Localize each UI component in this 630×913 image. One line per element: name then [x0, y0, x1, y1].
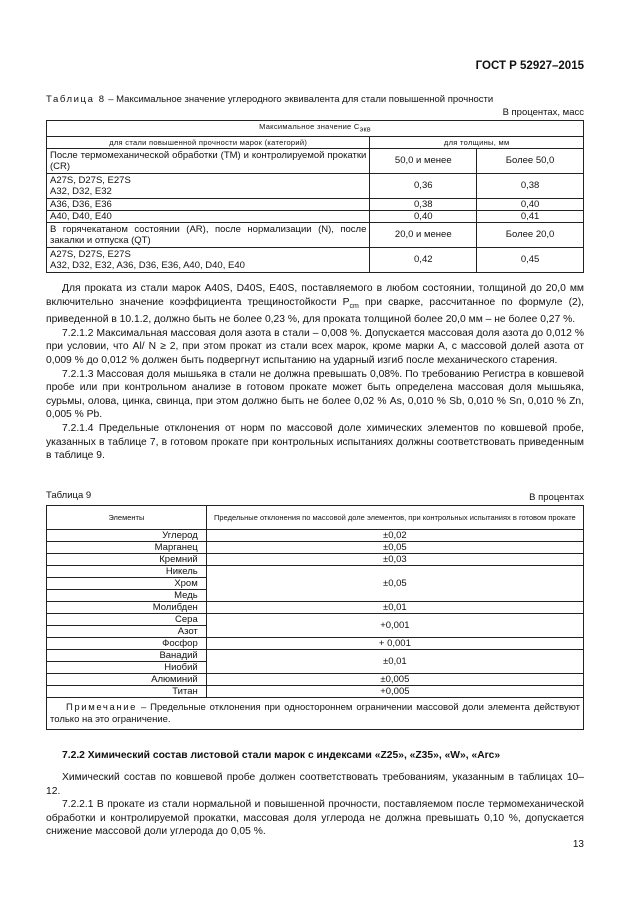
element-deviation: ±0,02: [206, 530, 583, 542]
table8-caption-label: Таблица 8: [46, 94, 106, 105]
element-deviation: ±0,01: [206, 650, 583, 674]
table9-note-text: – Предельные отклонения при одностороннем ограничении массовой доли элемента действуют только на это ограничение.: [50, 702, 580, 725]
table-row: [47, 173, 584, 198]
page-number: 13: [572, 839, 584, 850]
table8: [46, 120, 584, 273]
element-deviation: +0,001: [206, 614, 583, 638]
element-name: Алюминий: [47, 674, 207, 686]
table8-value-a: 50,0 и менее: [370, 148, 477, 173]
table8-grade: A36, D36, E36: [47, 198, 370, 210]
element-name: Никель: [47, 566, 207, 578]
table8-value-a: 20,0 и менее: [370, 222, 477, 247]
table-row: [47, 602, 584, 614]
table8-value-a: 0,42: [370, 247, 477, 272]
element-name: Азот: [47, 626, 207, 638]
document-header: ГОСТ Р 52927–2015: [475, 60, 584, 72]
paragraph-7-2-2: Химический состав по ковшевой пробе должен соответствовать требованиям, указанным в таблицах 10– 12.: [46, 772, 584, 797]
table8-unit: В процентах, масс: [502, 107, 584, 118]
table9-unit: В процентах: [529, 492, 584, 503]
table8-grade: A40, D40, E40: [47, 210, 370, 222]
table8-value-b: Более 20,0: [477, 222, 584, 247]
table-row: [47, 247, 584, 272]
table-row: [47, 148, 584, 173]
paragraph-7-2-2-1: 7.2.2.1 В прокате из стали нормальной и повышенной прочности, поставляемом после термомеханической обработки и контролируемой прокатки, массовая доля углерода не должна превышать 0,10 %, допускается снижение массовой доли углерода до 0,05 %.: [46, 799, 584, 838]
table-row: [47, 222, 584, 247]
table-row: [47, 530, 584, 542]
table9-head-right: Предельные отклонения по массовой доле элементов, при контрольных испытаниях в готовом прокате: [206, 506, 583, 530]
table8-grade: После термомеханической обработки (ТМ) и контролируемой прокатки (CR): [47, 148, 370, 173]
table-row: [47, 554, 584, 566]
table8-value-a: 0,38: [370, 198, 477, 210]
table8-value-a: 0,40: [370, 210, 477, 222]
table-row: [47, 674, 584, 686]
table9-note: [47, 698, 584, 730]
table9-caption: Таблица 9: [46, 490, 92, 501]
section-7-2-2-text: [46, 771, 584, 839]
table-row: [47, 686, 584, 698]
paragraph-pcm: Для проката из стали марок A40S, D40S, E40S, поставляемого в любом состоянии, толщиной до 20,0 мм включительно значение коэффициента трещиностойкости $P_{cm}$ при сварке, рассчитанное по формуле (2), приведенной в 10.1.2, должно быть не более 0,23 %, для проката толщиной более 20,0 мм – не более 0,27 %.: [46, 283, 585, 326]
table8-value-b: 0,41: [477, 210, 584, 222]
table-row: [47, 638, 584, 650]
element-name: Сера: [47, 614, 207, 626]
paragraph-7-2-1-4: 7.2.1.4 Предельные отклонения от норм по массовой доле химических элементов по ковшевой пробе, указанных в таблице 7, в готовом прокате при контрольных испытаниях должны соответствовать приведенным в таблице 9.: [46, 422, 584, 462]
table8-caption: [46, 94, 493, 105]
table8-grade: A27S, D27S, E27S A32, D32, E32, A36, D36, E36, A40, D40, E40: [47, 247, 370, 272]
table8-value-b: Более 50,0: [477, 148, 584, 173]
table8-value-b: 0,45: [477, 247, 584, 272]
element-deviation: ±0,05: [206, 566, 583, 602]
table8-head-right: для толщины, мм: [370, 136, 584, 148]
element-name: Кремний: [47, 554, 207, 566]
element-name: Ванадий: [47, 650, 207, 662]
table9-note-label: Примечание: [66, 702, 137, 713]
table8-value-b: 0,40: [477, 198, 584, 210]
section-7-2-2-title: 7.2.2 Химический состав листовой стали марок с индексами «Z25», «Z35», «W», «Arc»: [62, 750, 501, 761]
section-7-2-1-text: [46, 282, 584, 463]
table8-value-b: 0,38: [477, 173, 584, 198]
element-deviation: ±0,005: [206, 674, 583, 686]
paragraph-7-2-1-3: 7.2.1.3 Массовая доля мышьяка в стали не должна превышать 0,08%. По требованию Регистра в ковшевой пробе или при контрольном анализе в готовом прокате может быть определена массовая доля мышьяка, сурьмы, олова, цинка, свинца, при этом должно быть не более 0,02 % As, 0,010 % Sb, 0,010 % Sn, 0,010 % Zn, 0,005 % Pb.: [46, 368, 584, 421]
element-name: Ниобий: [47, 662, 207, 674]
table-row: [47, 210, 584, 222]
element-name: Фосфор: [47, 638, 207, 650]
table8-head-left: для стали повышенной прочности марок (категорий): [47, 136, 370, 148]
element-name: Марганец: [47, 542, 207, 554]
table8-grade: A27S, D27S, E27S A32, D32, E32: [47, 173, 370, 198]
element-deviation: ±0,03: [206, 554, 583, 566]
table8-caption-text: – Максимальное значение углеродного эквивалента для стали повышенной прочности: [105, 94, 494, 105]
element-name: Медь: [47, 590, 207, 602]
element-name: Титан: [47, 686, 207, 698]
element-deviation: +0,005: [206, 686, 583, 698]
table9-head-left: Элементы: [47, 506, 207, 530]
table8-grade: В горячекатаном состоянии (AR), после нормализации (N), после закалки и отпуска (QT): [47, 222, 370, 247]
table-row: [47, 650, 584, 662]
element-name: Углерод: [47, 530, 207, 542]
table9-note-row: [47, 698, 584, 730]
element-name: Молибден: [47, 602, 207, 614]
table-row: [47, 198, 584, 210]
table-row: [47, 542, 584, 554]
table8-head-main: Максимальное значение $C_{экв}$: [47, 121, 584, 137]
element-name: Хром: [47, 578, 207, 590]
table-row: [47, 614, 584, 626]
table9: [46, 505, 584, 730]
element-deviation: ±0,05: [206, 542, 583, 554]
table8-value-a: 0,36: [370, 173, 477, 198]
element-deviation: ±0,01: [206, 602, 583, 614]
element-deviation: + 0,001: [206, 638, 583, 650]
table-row: [47, 566, 584, 578]
paragraph-7-2-1-2: 7.2.1.2 Максимальная массовая доля азота в стали – 0,008 %. Допускается массовая доля азота до 0,012 % при условии, что Al/ N ≥ 2, при этом прокат из стали всех марок, кроме марки A, с массовой долей азота от 0,009 % до 0,012 % должен быть подвергнут испытанию на ударный изгиб после механического старения.: [46, 327, 584, 367]
